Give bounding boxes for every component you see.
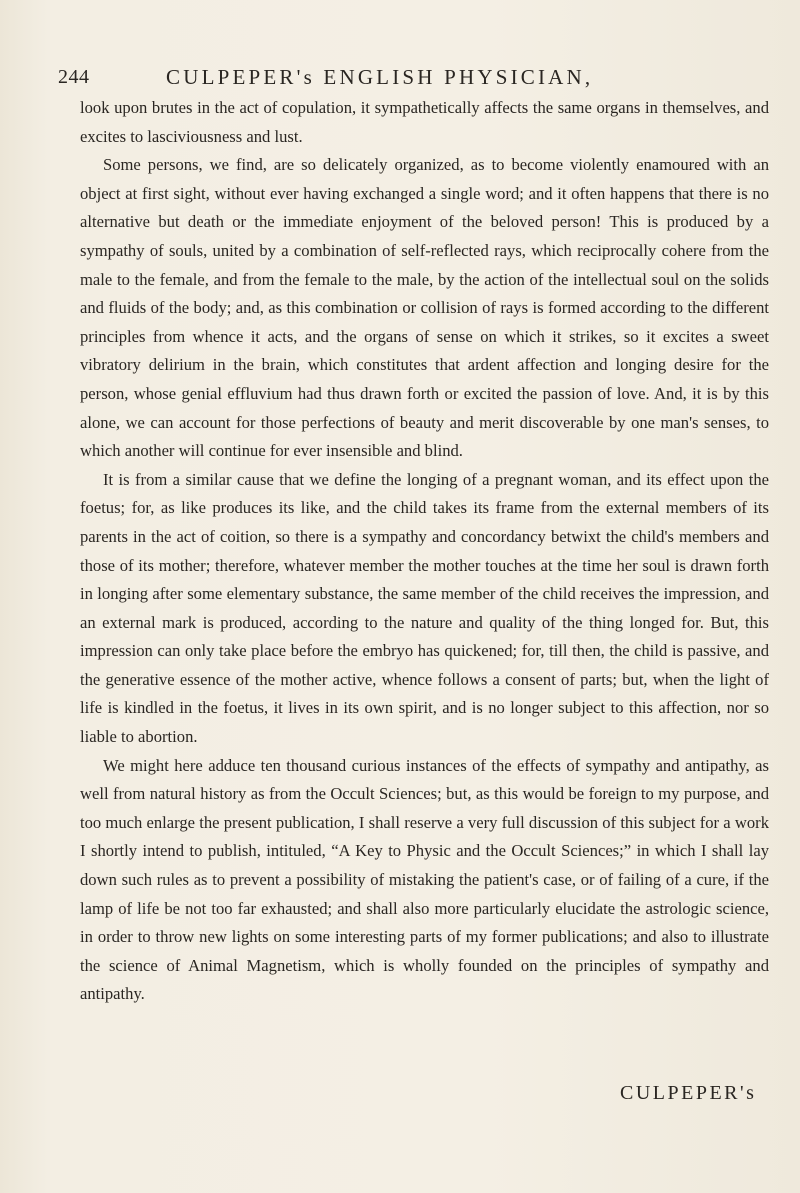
page-header <box>58 66 770 96</box>
body-text <box>80 94 769 1009</box>
paragraph: It is from a similar cause that we define the longing of a pregnant woman, and its effect upon the foetus; for, as like produces its like, and the child takes its frame from the external members of its parents in the act of coition, so there is a sympathy and concordancy betwixt the child's members and those of its mother; therefore, whatever member the mother touches at the time her soul is drawn forth in longing after some elementary substance, the same member of the child receives the impression, and an external mark is produced, according to the nature and quality of the thing longed for. But, this impression can only take place before the embryo has quickened; for, till then, the child is passive, and the generative essence of the mother active, whence follows a consent of parts; but, when the light of life is kindled in the foetus, it lives in its own spirit, and is no longer subject to this affection, nor so liable to abortion. <box>80 469 769 747</box>
paragraph: Some persons, we find, are so delicately organized, as to become violently enamoured with an object at first sight, without ever having exchanged a single word; and it often happens that there is no alternative but death or the immediate enjoyment of the beloved person! This is produced by a sympathy of souls, united by a combination of self-reflected rays, which reciprocally cohere from the male to the female, and from the female to the male, by the action of the intellectual soul on the solids and fluids of the body; and, as this combination or collision of rays is formed according to the different principles from whence it acts, and the organs of sense on which it strikes, so it excites a sweet vibratory delirium in the brain, which constitutes that ardent affection and longing desire for the person, whose genial effluvium had thus drawn forth or excited the passion of love. And, it is by this alone, we can account for those perfections of beauty and merit discoverable by one man's senses, to which another will continue for ever insensible and blind. <box>80 155 769 461</box>
running-title: CULPEPER's ENGLISH PHYSICIAN, <box>166 65 594 89</box>
page-number: 244 <box>58 66 90 88</box>
paragraph: We might here adduce ten thousand curious instances of the effects of sympathy and antipathy, as well from natural history as from the Occult Sciences; but, as this would be foreign to my purpose, and too much enlarge the present publication, I shall reserve a very full discussion of this subject for a work I shortly intend to publish, intituled, “A Key to Physic and the Occult Sciences;” in which I shall lay down such rules as to prevent a possibility of mistaking the patient's case, or of failing of a cure, if the lamp of life be not too far exhausted; and shall also more particularly elucidate the astrologic science, in order to throw new lights on some interesting parts of my former publications; and also to illustrate the science of Animal Magnetism, which is wholly founded on the principles of sympathy and antipathy. <box>80 755 769 1004</box>
paragraph: look upon brutes in the act of copulation, it sympathetically affects the same organs in themselves, and excites to lasciviousness and lust. <box>80 98 769 146</box>
catchword: CULPEPER's <box>620 1082 757 1104</box>
